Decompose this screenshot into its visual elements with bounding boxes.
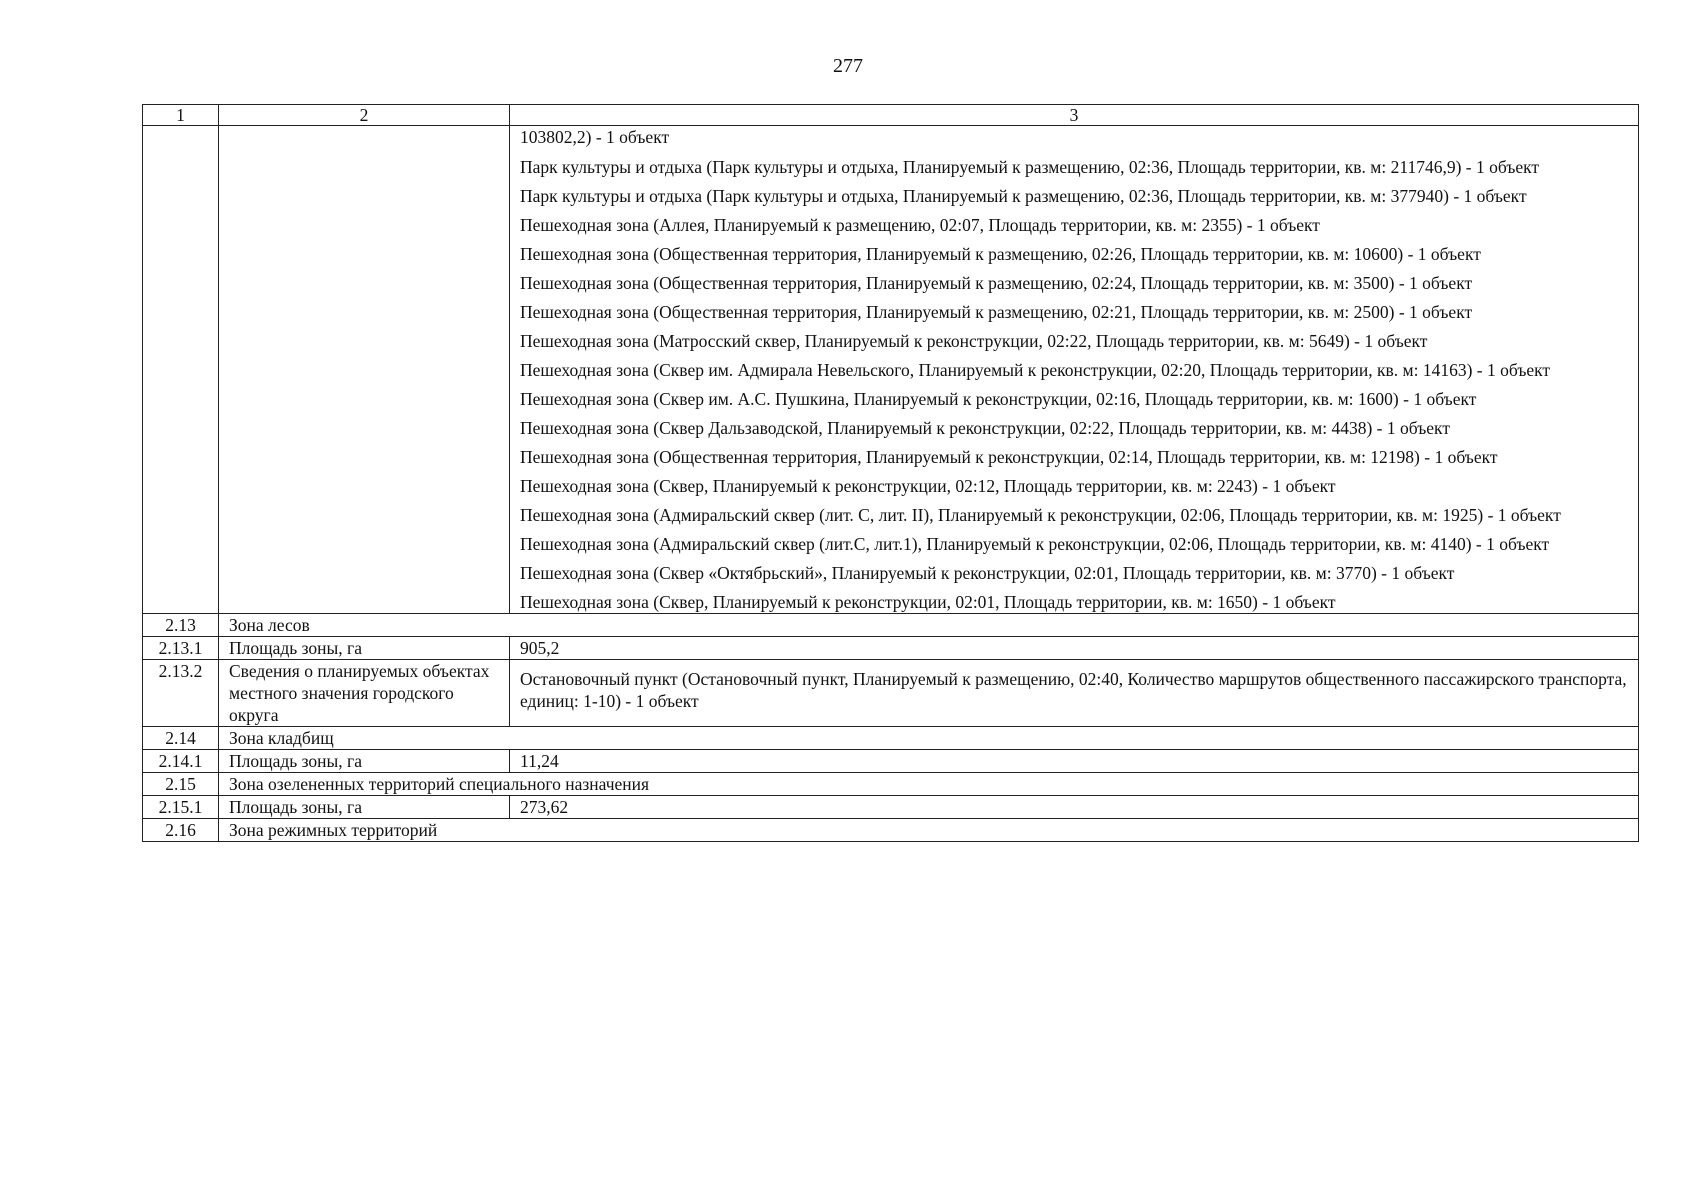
row-number: 2.13.1 (143, 637, 219, 660)
row-value: 273,62 (510, 796, 1639, 819)
planned-object-entry: Пешеходная зона (Общественная территория, Планируемый к реконструкции, 02:14, Площадь территории, кв. м: 12198) - 1 объект (520, 447, 1498, 467)
planned-object-entry: Пешеходная зона (Сквер, Планируемый к реконструкции, 02:01, Площадь территории, кв. м: 1650) - 1 объект (520, 592, 1336, 612)
table-row-2-14-1 (143, 750, 1639, 773)
row-number: 2.14 (143, 727, 219, 750)
planned-object-entry: Пешеходная зона (Сквер им. Адмирала Невельского, Планируемый к реконструкции, 02:20, Площадь территории, кв. м: 14163) - 1 объект (520, 360, 1551, 380)
planned-object-entry: Пешеходная зона (Аллея, Планируемый к размещению, 02:07, Площадь территории, кв. м: 2355) - 1 объект (520, 215, 1320, 235)
table-row-2-13-1 (143, 637, 1639, 660)
row-label: Площадь зоны, га (219, 750, 510, 773)
row-number: 2.15 (143, 773, 219, 796)
planned-object-entry: Пешеходная зона (Сквер, Планируемый к реконструкции, 02:12, Площадь территории, кв. м: 2243) - 1 объект (520, 476, 1336, 496)
zone-title: Зона лесов (219, 614, 1639, 637)
planned-object-entry: Пешеходная зона (Адмиральский сквер (лит. С, лит. II), Планируемый к реконструкции, 02:06, Площадь территории, кв. м: 1925) - 1 объект (520, 505, 1561, 525)
row-number: 2.16 (143, 819, 219, 842)
table-row-continuation (143, 126, 1639, 614)
planned-object-entry: Пешеходная зона (Сквер «Октябрьский», Планируемый к реконструкции, 02:01, Площадь территории, кв. м: 3770) - 1 объект (520, 563, 1455, 583)
table-header-row (143, 105, 1639, 126)
planned-object-entry: Пешеходная зона (Общественная территория, Планируемый к размещению, 02:26, Площадь территории, кв. м: 10600) - 1 объект (520, 244, 1481, 264)
planned-object-entry: 103802,2) - 1 объект (520, 127, 670, 147)
table-row-2-14 (143, 727, 1639, 750)
planned-objects-list (510, 126, 1639, 614)
table-row-2-15-1 (143, 796, 1639, 819)
planned-object-entry: Пешеходная зона (Матросский сквер, Планируемый к реконструкции, 02:22, Площадь территории, кв. м: 5649) - 1 объект (520, 331, 1428, 351)
row-number: 2.14.1 (143, 750, 219, 773)
planned-object-entry: Парк культуры и отдыха (Парк культуры и отдыха, Планируемый к размещению, 02:36, Площадь территории, кв. м: 211746,9) - 1 объект (520, 157, 1540, 177)
row-number: 2.15.1 (143, 796, 219, 819)
page-number: 277 (833, 55, 863, 77)
row-value: 11,24 (510, 750, 1639, 773)
zone-title: Зона кладбищ (219, 727, 1639, 750)
planned-object-entry: Парк культуры и отдыха (Парк культуры и отдыха, Планируемый к размещению, 02:36, Площадь территории, кв. м: 377940) - 1 объект (520, 186, 1527, 206)
planned-object-entry: Пешеходная зона (Общественная территория, Планируемый к размещению, 02:24, Площадь территории, кв. м: 3500) - 1 объект (520, 273, 1473, 293)
table-row-2-13 (143, 614, 1639, 637)
header-col-2: 2 (219, 105, 510, 126)
table-row-2-15 (143, 773, 1639, 796)
planned-object-entry: Пешеходная зона (Общественная территория, Планируемый к размещению, 02:21, Площадь территории, кв. м: 2500) - 1 объект (520, 302, 1473, 322)
table-row-2-13-2 (143, 660, 1639, 727)
empty-num-cell (143, 126, 219, 614)
zones-table (142, 104, 1639, 842)
empty-name-cell (219, 126, 510, 614)
zone-title: Зона режимных территорий (219, 819, 1639, 842)
planned-object-entry: Пешеходная зона (Адмиральский сквер (лит.С, лит.1), Планируемый к реконструкции, 02:06, Площадь территории, кв. м: 4140) - 1 объект (520, 534, 1550, 554)
header-col-1: 1 (143, 105, 219, 126)
zone-title: Зона озелененных территорий специального назначения (219, 773, 1639, 796)
planned-object-entry: Пешеходная зона (Сквер им. А.С. Пушкина, Планируемый к реконструкции, 02:16, Площадь территории, кв. м: 1600) - 1 объект (520, 389, 1477, 409)
row-value: Остановочный пункт (Остановочный пункт, Планируемый к размещению, 02:40, Количество маршрутов общественного пассажирского транспорта, единиц: 1-10) - 1 объект (510, 660, 1639, 727)
row-label: Сведения о планируемых объектах местного значения городского округа (219, 660, 510, 727)
row-value: 905,2 (510, 637, 1639, 660)
table-row-2-16 (143, 819, 1639, 842)
row-number: 2.13 (143, 614, 219, 637)
header-col-3: 3 (510, 105, 1639, 126)
row-number: 2.13.2 (143, 660, 219, 727)
row-label: Площадь зоны, га (219, 796, 510, 819)
planned-object-entry: Пешеходная зона (Сквер Дальзаводской, Планируемый к реконструкции, 02:22, Площадь территории, кв. м: 4438) - 1 объект (520, 418, 1450, 438)
row-label: Площадь зоны, га (219, 637, 510, 660)
